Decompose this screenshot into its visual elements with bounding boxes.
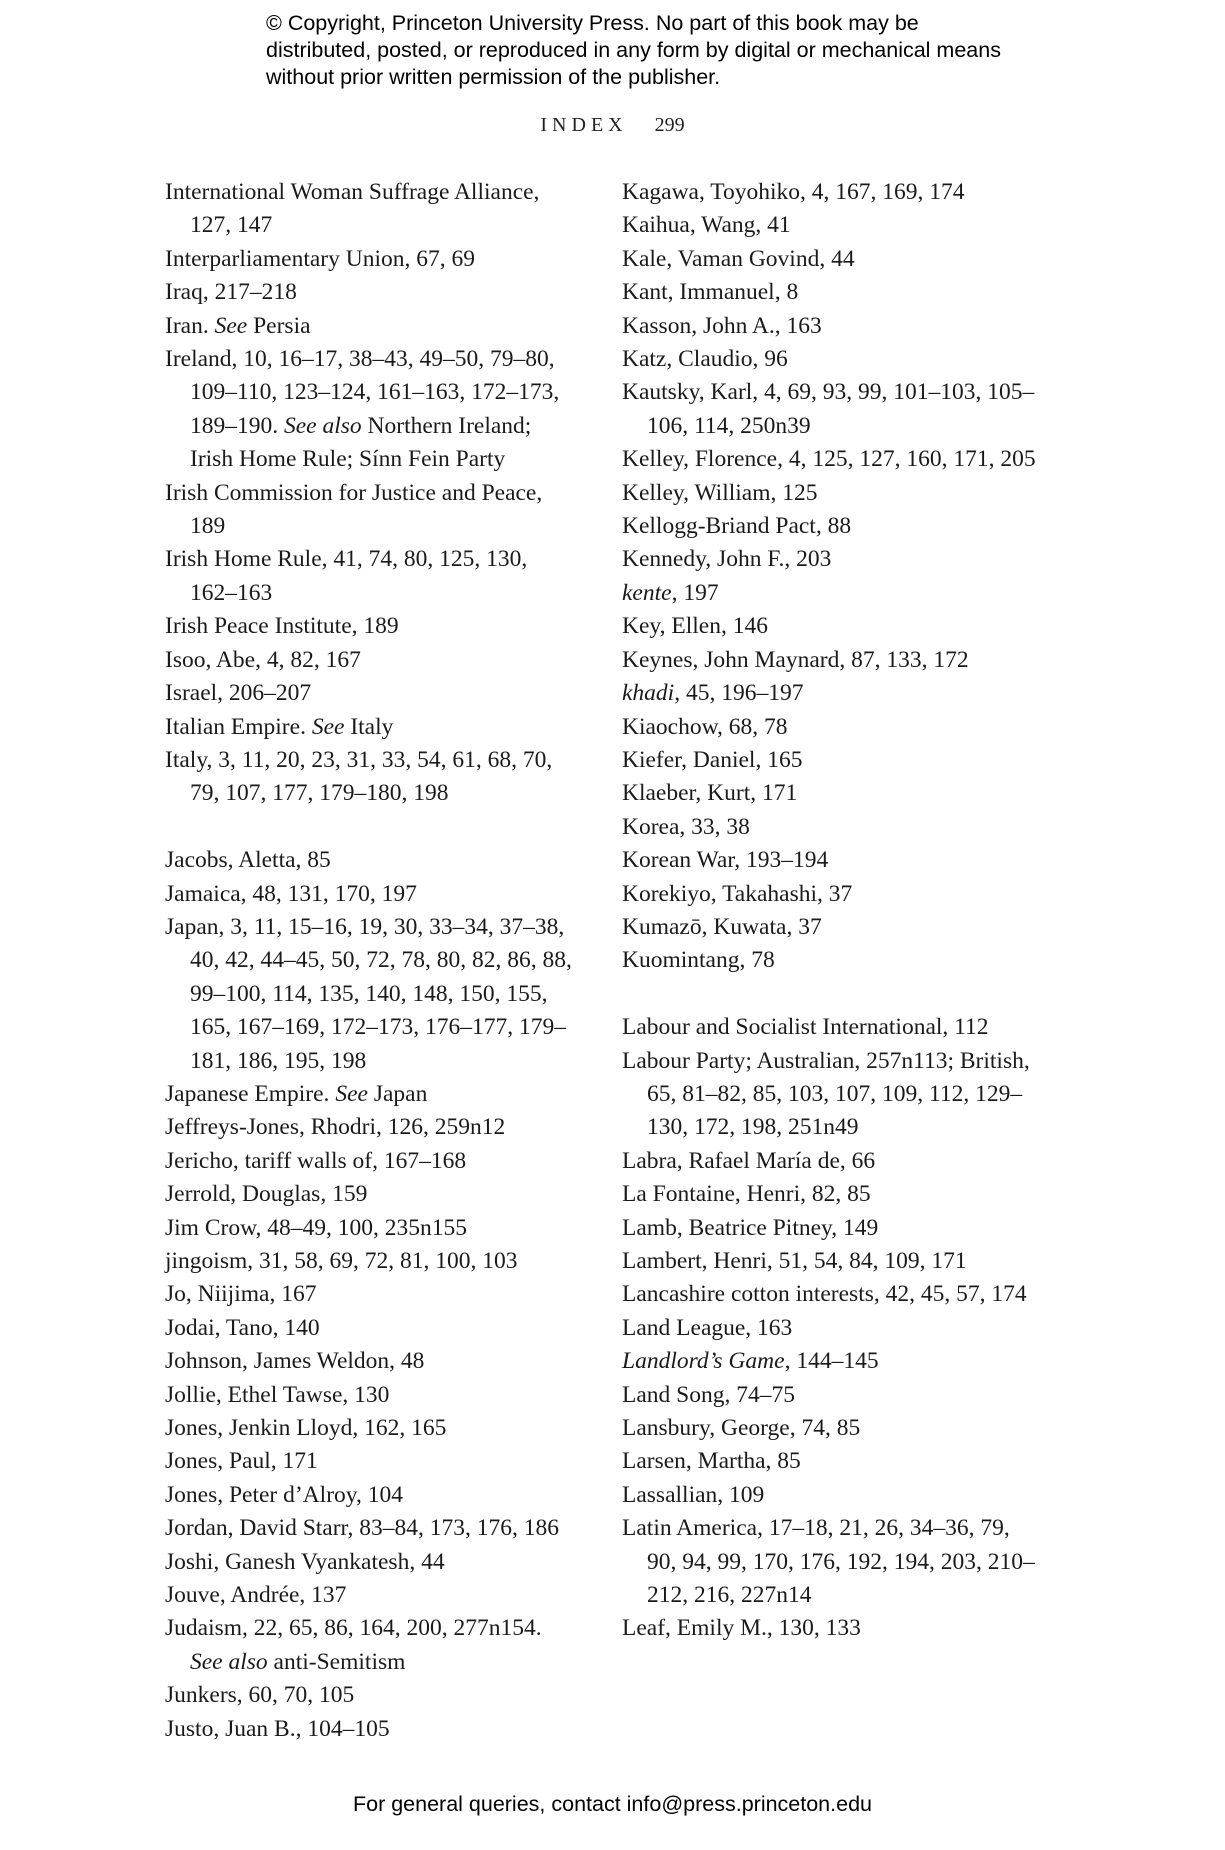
entry-text: Land Song, 74–75	[622, 1381, 795, 1408]
entry-text: Kuomintang, 78	[622, 947, 775, 974]
entry-text: Jacobs, Aletta, 85	[165, 847, 331, 874]
index-entry	[165, 1713, 580, 1746]
index-entry	[622, 276, 1040, 309]
entry-text: La Fontaine, Henri, 82, 85	[622, 1181, 871, 1208]
index-entry	[622, 911, 1040, 944]
index-entry	[622, 1145, 1040, 1178]
entry-text: Keynes, John Maynard, 87, 133, 172	[622, 646, 969, 673]
index-entry	[165, 878, 580, 911]
entry-text: Iraq, 217–218	[165, 279, 297, 306]
index-entry	[165, 1178, 580, 1211]
index-entry	[165, 677, 580, 710]
entry-text: Leaf, Emily M., 130, 133	[622, 1615, 861, 1642]
entry-text: Jordan, David Starr, 83–84, 173, 176, 186	[165, 1515, 559, 1542]
index-entry	[622, 1479, 1040, 1512]
entry-text: Lambert, Henri, 51, 54, 84, 109, 171	[622, 1247, 967, 1274]
entry-text: Jodai, Tano, 140	[165, 1314, 320, 1341]
index-entry	[165, 310, 580, 343]
entry-text: Lassallian, 109	[622, 1481, 765, 1508]
entry-text: , 144–145	[784, 1348, 879, 1375]
index-entry	[622, 1278, 1040, 1311]
entry-text: International Woman Suffrage Alliance, 127, 147	[165, 179, 540, 239]
cross-reference-label: See also	[190, 1648, 268, 1675]
index-entry	[622, 1412, 1040, 1445]
entry-text: Isoo, Abe, 4, 82, 167	[165, 646, 361, 673]
index-entry	[165, 644, 580, 677]
entry-text: Labour and Socialist International, 112	[622, 1014, 989, 1041]
entry-text: Lamb, Beatrice Pitney, 149	[622, 1214, 879, 1241]
contact-footer: For general queries, contact info@press.princeton.edu	[352, 1792, 872, 1816]
entry-text: Kumazō, Kuwata, 37	[622, 913, 822, 940]
index-entry	[165, 276, 580, 309]
index-entry	[165, 543, 580, 610]
entry-text: Japan, 3, 11, 15–16, 19, 30, 33–34, 37–38, 40, 42, 44–45, 50, 72, 78, 80, 82, 86, 88, 99–100, 114, 135, 140, 148, 150, 155, 165, 167–169, 172–173, 176–177, 179–181, 186, 195, 198	[165, 913, 572, 1074]
entry-text: Kaihua, Wang, 41	[622, 212, 791, 239]
index-entry	[622, 844, 1040, 877]
entry-text: Jeffreys-Jones, Rhodri, 126, 259n12	[165, 1114, 506, 1141]
entry-text: Klaeber, Kurt, 171	[622, 780, 798, 807]
entry-text: Northern Ireland; Irish Home Rule; Sínn Fein Party	[190, 412, 532, 473]
entry-text: Kale, Vaman Govind, 44	[622, 245, 855, 272]
entry-text: Jones, Peter d’Alroy, 104	[165, 1481, 404, 1508]
index-entry	[165, 1546, 580, 1579]
index-entry	[165, 1278, 580, 1311]
index-entry	[165, 1412, 580, 1445]
index-entry	[165, 1379, 580, 1412]
entry-text: Iran.	[165, 312, 215, 339]
entry-text: Jerrold, Douglas, 159	[165, 1181, 368, 1208]
entry-text: Korean War, 193–194	[622, 847, 829, 874]
entry-text: Japan	[367, 1080, 428, 1107]
entry-text: Kelley, Florence, 4, 125, 127, 160, 171, 205	[622, 446, 1036, 473]
entry-text: Korea, 33, 38	[622, 813, 750, 840]
index-entry	[622, 1345, 1040, 1378]
entry-text: Jouve, Andrée, 137	[165, 1582, 347, 1609]
entry-text: Jones, Jenkin Lloyd, 162, 165	[165, 1415, 447, 1442]
index-entry	[622, 1512, 1040, 1612]
entry-text: Lancashire cotton interests, 42, 45, 57, 174	[622, 1281, 1027, 1308]
index-column-right	[622, 176, 1040, 1646]
entry-text: Katz, Claudio, 96	[622, 346, 788, 373]
letter-group-gap	[622, 978, 1040, 1011]
cross-reference-label: See also	[284, 412, 362, 439]
index-entry	[622, 510, 1040, 543]
section-title: INDEX	[540, 114, 628, 136]
index-entry	[165, 477, 580, 544]
index-entry	[165, 1145, 580, 1178]
entry-text: Jones, Paul, 171	[165, 1448, 318, 1475]
italic-term: Landlord’s Game	[622, 1348, 785, 1375]
entry-text: Kiaochow, 68, 78	[622, 713, 788, 740]
index-entry	[165, 1445, 580, 1478]
index-entry	[165, 176, 580, 243]
entry-text: Jim Crow, 48–49, 100, 235n155	[165, 1214, 468, 1241]
entry-text: Kasson, John A., 163	[622, 312, 822, 339]
entry-text: Judaism, 22, 65, 86, 164, 200, 277n154.	[165, 1615, 542, 1642]
index-entry	[622, 209, 1040, 242]
index-entry	[165, 1312, 580, 1345]
index-entry	[165, 1479, 580, 1512]
index-entry	[165, 711, 580, 744]
cross-reference-label: See	[335, 1080, 368, 1107]
index-entry	[622, 878, 1040, 911]
index-entry	[622, 376, 1040, 443]
index-entry	[622, 1212, 1040, 1245]
entry-text: , 197	[671, 579, 719, 606]
index-entry	[622, 1178, 1040, 1211]
entry-text: Kennedy, John F., 203	[622, 546, 832, 573]
index-entry	[165, 1245, 580, 1278]
index-entry	[622, 1312, 1040, 1345]
index-entry	[622, 777, 1040, 810]
index-entry	[622, 644, 1040, 677]
index-entry	[165, 1212, 580, 1245]
index-entry	[165, 1579, 580, 1612]
entry-text: Kelley, William, 125	[622, 479, 818, 506]
index-entry	[165, 744, 580, 811]
index-entry	[622, 610, 1040, 643]
entry-text: Japanese Empire.	[165, 1080, 336, 1107]
copyright-notice: © Copyright, Princeton University Press. No part of this book may be distributed, posted, or reproduced in any form by digital or mechanical means without prior written permission of the publisher.	[266, 11, 1001, 89]
index-entry	[165, 243, 580, 276]
index-entry	[622, 443, 1040, 476]
entry-text: Interparliamentary Union, 67, 69	[165, 245, 475, 272]
index-entry	[165, 1078, 580, 1111]
cross-reference-label: See	[214, 312, 248, 339]
entry-text: Junkers, 60, 70, 105	[165, 1682, 355, 1709]
entry-text: Jo, Niijima, 167	[165, 1281, 317, 1308]
entry-text: Korekiyo, Takahashi, 37	[622, 880, 853, 907]
index-entry	[622, 343, 1040, 376]
index-entry	[622, 310, 1040, 343]
index-entry	[622, 176, 1040, 209]
entry-text: anti-Semitism	[267, 1648, 406, 1675]
index-entry	[622, 1245, 1040, 1278]
entry-text: Kagawa, Toyohiko, 4, 167, 169, 174	[622, 179, 965, 205]
index-entry	[622, 944, 1040, 977]
entry-text: Italy, 3, 11, 20, 23, 31, 33, 54, 61, 68, 70, 79, 107, 177, 179–180, 198	[165, 746, 553, 807]
index-column-left	[165, 176, 580, 1746]
entry-text: Kautsky, Karl, 4, 69, 93, 99, 101–103, 105–106, 114, 250n39	[622, 379, 1035, 439]
index-entry	[622, 577, 1040, 610]
index-entry	[622, 1011, 1040, 1044]
entry-text: Kant, Immanuel, 8	[622, 279, 799, 306]
index-entry	[622, 477, 1040, 510]
index-entry	[622, 811, 1040, 844]
entry-text: Kellogg-Briand Pact, 88	[622, 513, 852, 540]
index-entry	[622, 1612, 1040, 1645]
entry-text: Labra, Rafael María de, 66	[622, 1147, 876, 1174]
entry-text: , 45, 196–197	[674, 680, 804, 707]
index-entry	[165, 844, 580, 877]
index-entry	[165, 911, 580, 1078]
entry-text: jingoism, 31, 58, 69, 72, 81, 100, 103	[165, 1247, 518, 1274]
entry-text: Key, Ellen, 146	[622, 613, 768, 640]
index-entry	[622, 1379, 1040, 1412]
italic-term: khadi	[622, 680, 675, 707]
index-entry	[165, 1345, 580, 1378]
index-entry	[622, 543, 1040, 576]
index-entry	[165, 1111, 580, 1144]
index-entry	[165, 1612, 580, 1679]
entry-text: Labour Party; Australian, 257n113; British, 65, 81–82, 85, 103, 107, 109, 112, 129–130, 172, 198, 251n49	[622, 1047, 1030, 1141]
entry-text: Land League, 163	[622, 1314, 793, 1341]
entry-text: Ireland, 10, 16–17, 38–43, 49–50, 79–80, 109–110, 123–124, 161–163, 172–173, 189–190.	[165, 346, 560, 439]
index-entry	[622, 1445, 1040, 1478]
entry-text: Italy	[344, 713, 394, 740]
index-entry	[622, 677, 1040, 710]
index-entry	[165, 1679, 580, 1712]
index-entry	[165, 343, 580, 477]
page-number: 299	[654, 114, 685, 136]
entry-text: Latin America, 17–18, 21, 26, 34–36, 79, 90, 94, 99, 170, 176, 192, 194, 203, 210–212, 216, 227n14	[622, 1515, 1035, 1609]
entry-text: Kiefer, Daniel, 165	[622, 746, 803, 773]
entry-text: Irish Home Rule, 41, 74, 80, 125, 130, 162–163	[165, 546, 528, 606]
index-entry	[165, 1512, 580, 1545]
letter-group-gap	[165, 811, 580, 844]
index-entry	[622, 744, 1040, 777]
running-head	[0, 114, 1225, 137]
entry-text: Johnson, James Weldon, 48	[165, 1348, 425, 1375]
index-entry	[165, 610, 580, 643]
italic-term: kente	[622, 579, 672, 606]
entry-text: Israel, 206–207	[165, 680, 312, 707]
entry-text: Jericho, tariff walls of, 167–168	[165, 1147, 467, 1174]
index-entry	[622, 1045, 1040, 1145]
entry-text: Joshi, Ganesh Vyankatesh, 44	[165, 1548, 445, 1575]
index-entry	[622, 711, 1040, 744]
entry-text: Jollie, Ethel Tawse, 130	[165, 1381, 390, 1408]
index-entry	[622, 243, 1040, 276]
entry-text: Jamaica, 48, 131, 170, 197	[165, 880, 417, 907]
cross-reference-label: See	[311, 713, 345, 740]
entry-text: Larsen, Martha, 85	[622, 1448, 801, 1475]
entry-text: Justo, Juan B., 104–105	[165, 1715, 390, 1742]
entry-text: Persia	[247, 312, 311, 339]
entry-text: Italian Empire.	[165, 713, 312, 740]
entry-text: Irish Commission for Justice and Peace, 189	[165, 479, 543, 540]
entry-text: Lansbury, George, 74, 85	[622, 1415, 861, 1442]
entry-text: Irish Peace Institute, 189	[165, 613, 399, 640]
